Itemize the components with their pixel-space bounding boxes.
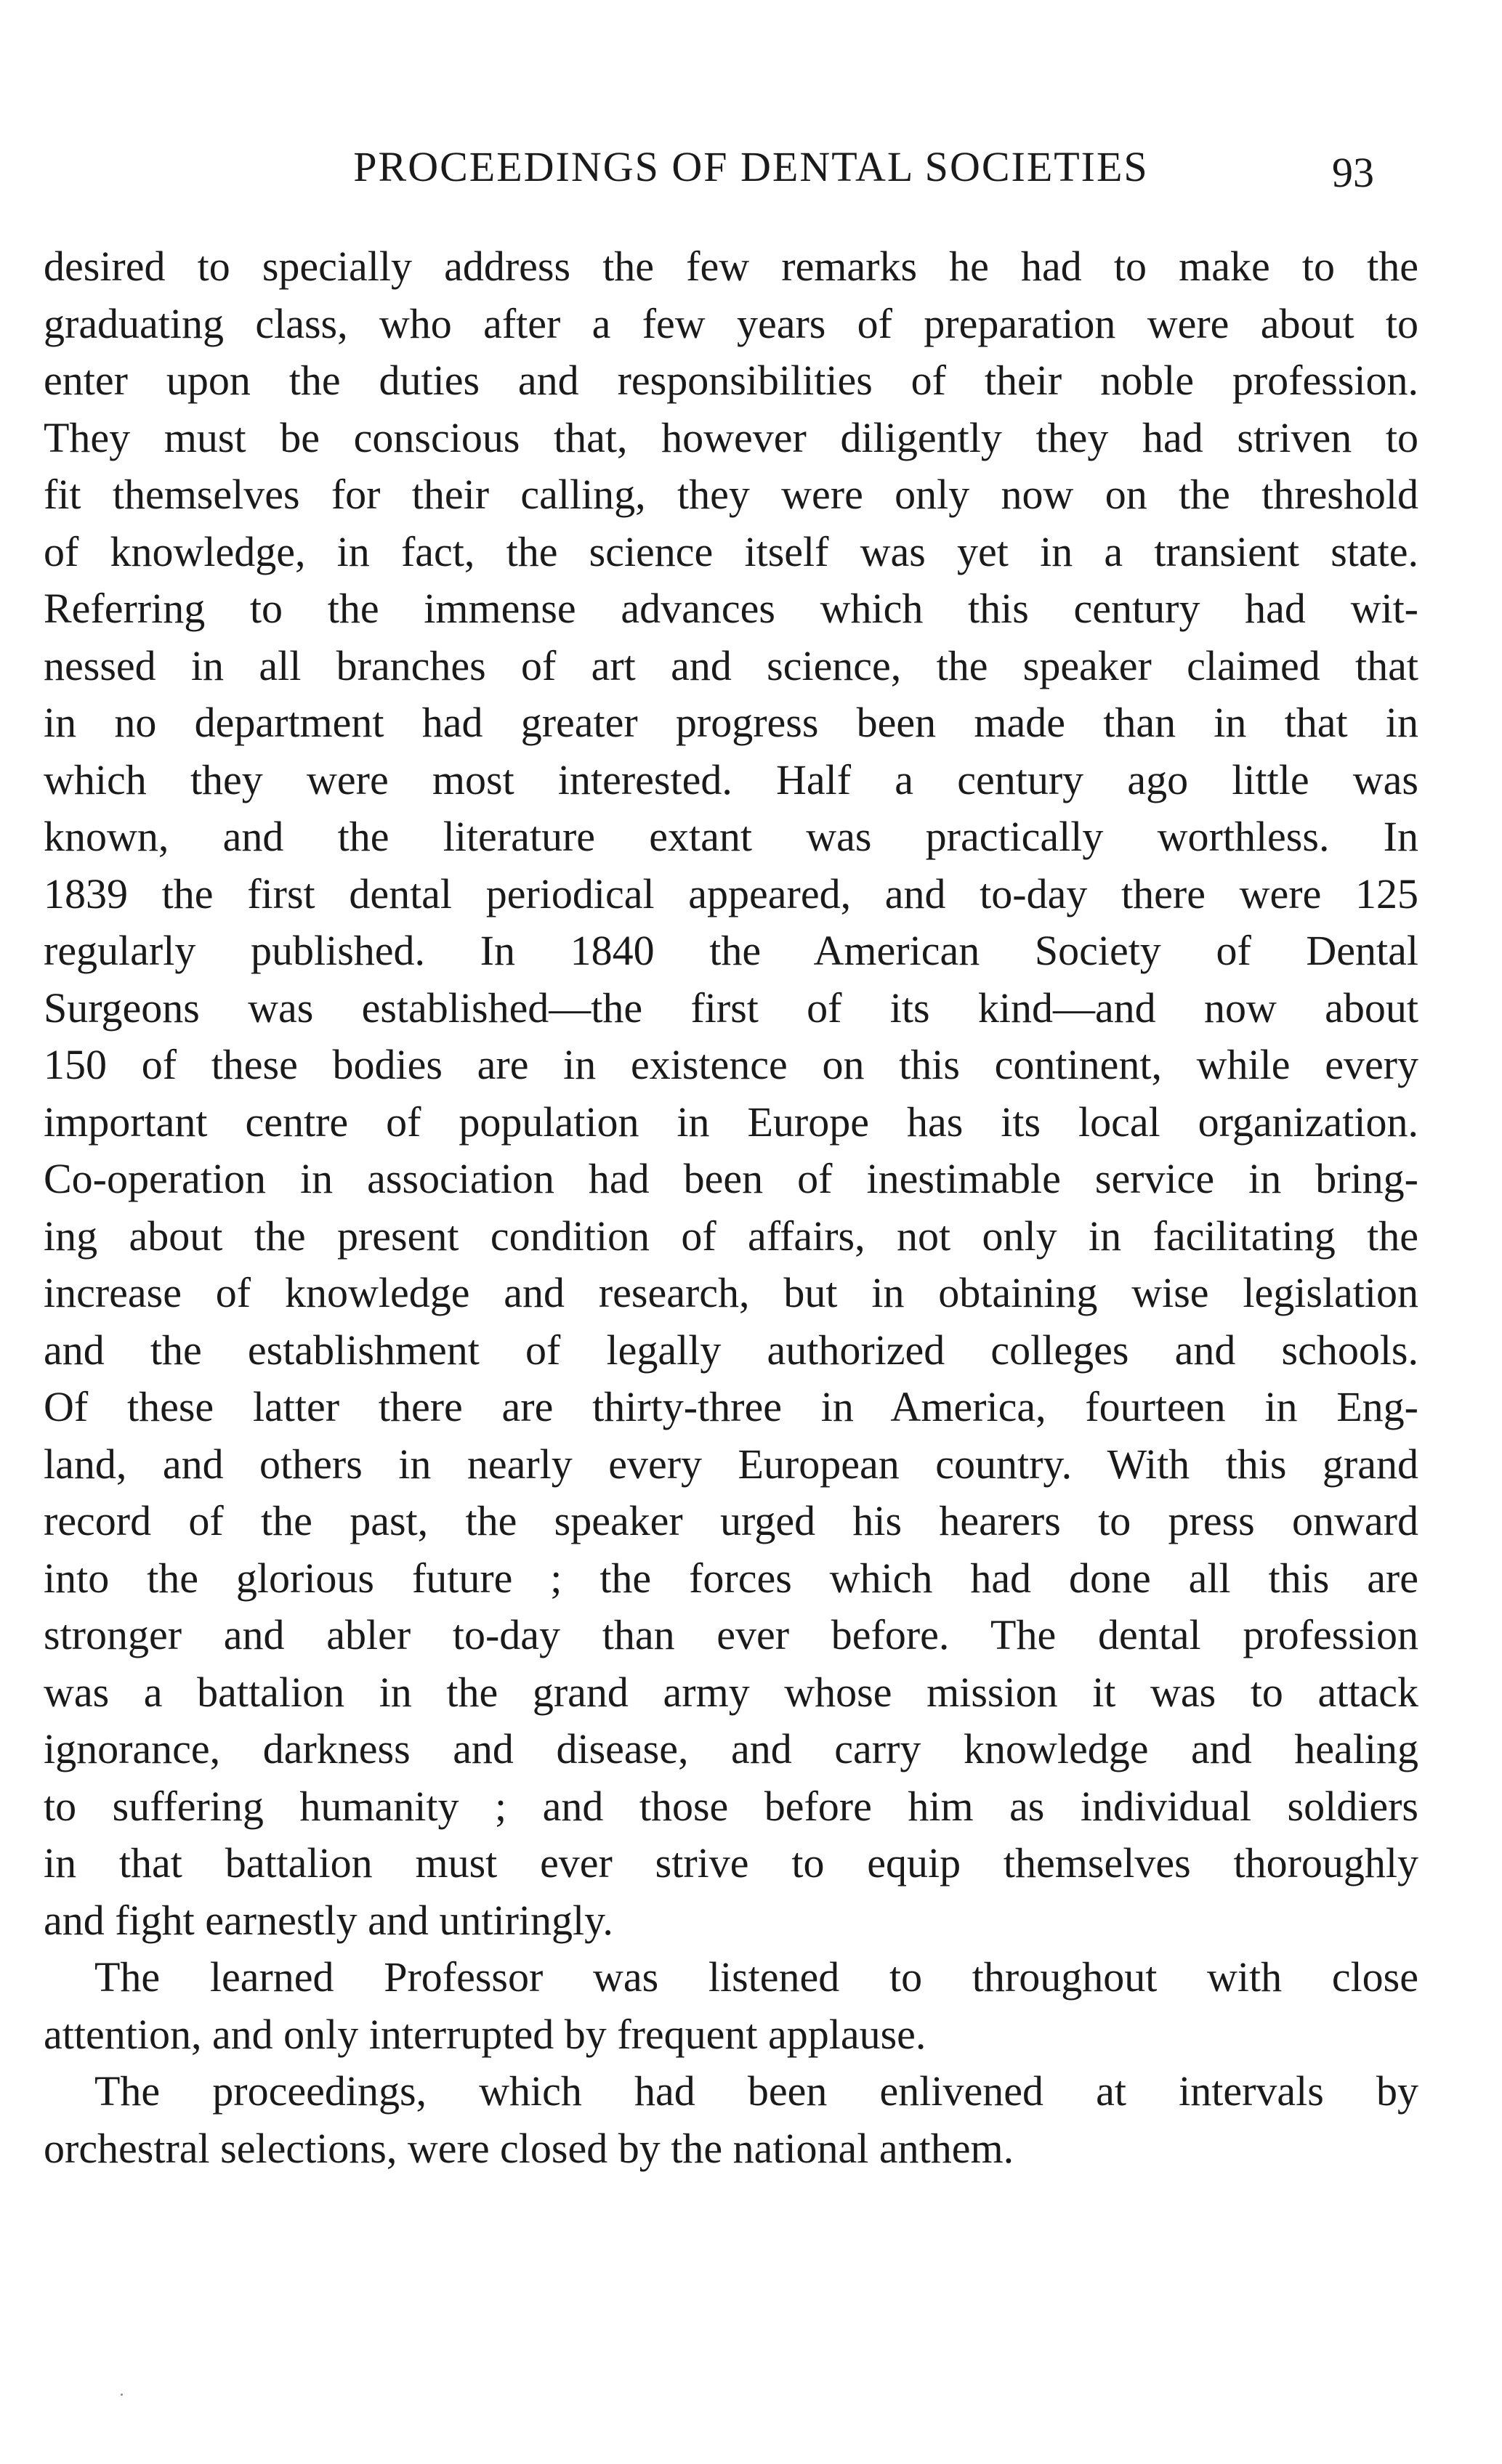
page-number: 93 [1332, 149, 1374, 196]
text-line: orchestral selections, were closed by the national anthem. [44, 2124, 1014, 2172]
scan-speck [121, 2394, 123, 2396]
text-line: known, and the literature extant was practically worthless. In [44, 813, 1418, 860]
text-line: Surgeons was established—the first of its kind—and now about [44, 984, 1418, 1032]
text-line: nessed in all branches of art and science, the speaker claimed that [44, 641, 1418, 689]
text-line: desired to specially address the few remarks he had to make to the [44, 243, 1418, 290]
running-head: PROCEEDINGS OF DENTAL SOCIETIES [353, 143, 1149, 190]
text-line: increase of knowledge and research, but in obtaining wise legislation [44, 1269, 1418, 1316]
page-header [44, 138, 1458, 196]
text-line: Of these latter there are thirty-three in America, fourteen in Eng- [44, 1383, 1418, 1430]
paragraph-1 [44, 238, 1418, 1949]
text-line: important centre of population in Europe has its local organization. [44, 1098, 1418, 1146]
text-line: attention, and only interrupted by frequent applause. [44, 2010, 926, 2058]
text-line: stronger and abler to-day than ever before. The dental profession [44, 1611, 1418, 1658]
text-line: fit themselves for their calling, they were only now on the threshold [44, 471, 1418, 518]
text-line: land, and others in nearly every European country. With this grand [44, 1440, 1418, 1488]
text-line: in that battalion must ever strive to equip themselves thoroughly [44, 1839, 1418, 1886]
text-line: and fight earnestly and untiringly. [44, 1896, 613, 1944]
text-line: graduating class, who after a few years of preparation were about to [44, 299, 1418, 347]
text-line: of knowledge, in fact, the science itself was yet in a transient state. [44, 527, 1418, 575]
text-line: enter upon the duties and responsibilities of their noble profession. [44, 357, 1418, 404]
text-line: and the establishment of legally authorized colleges and schools. [44, 1326, 1418, 1374]
text-line: in no department had greater progress been made than in that in [44, 699, 1418, 746]
text-line: into the glorious future ; the forces which had done all this are [44, 1554, 1418, 1602]
text-line: Referring to the immense advances which this century had wit- [44, 585, 1418, 632]
text-line: to suffering humanity ; and those before him as individual soldiers [44, 1782, 1418, 1830]
text-line: record of the past, the speaker urged his hearers to press onward [44, 1497, 1418, 1544]
paragraph-3 [44, 2063, 1418, 2177]
text-line: regularly published. In 1840 the American Society of Dental [44, 927, 1418, 974]
text-line: ing about the present condition of affairs, not only in facilitating the [44, 1212, 1418, 1260]
text-line: The learned Professor was listened to throughout with close [94, 1953, 1418, 2001]
text-line: ignorance, darkness and disease, and carry knowledge and healing [44, 1725, 1418, 1772]
text-line: which they were most interested. Half a century ago little was [44, 755, 1418, 803]
text-line: The proceedings, which had been enlivened at intervals by [94, 2067, 1418, 2115]
text-line: Co-operation in association had been of inestimable service in bring- [44, 1155, 1418, 1202]
body-text [44, 238, 1418, 2177]
paragraph-2 [44, 1949, 1418, 2063]
text-line: 1839 the first dental periodical appeared, and to-day there were 125 [44, 870, 1418, 917]
text-line: was a battalion in the grand army whose mission it was to attack [44, 1668, 1418, 1716]
text-line: They must be conscious that, however diligently they had striven to [44, 413, 1418, 461]
text-line: 150 of these bodies are in existence on this continent, while every [44, 1041, 1418, 1088]
